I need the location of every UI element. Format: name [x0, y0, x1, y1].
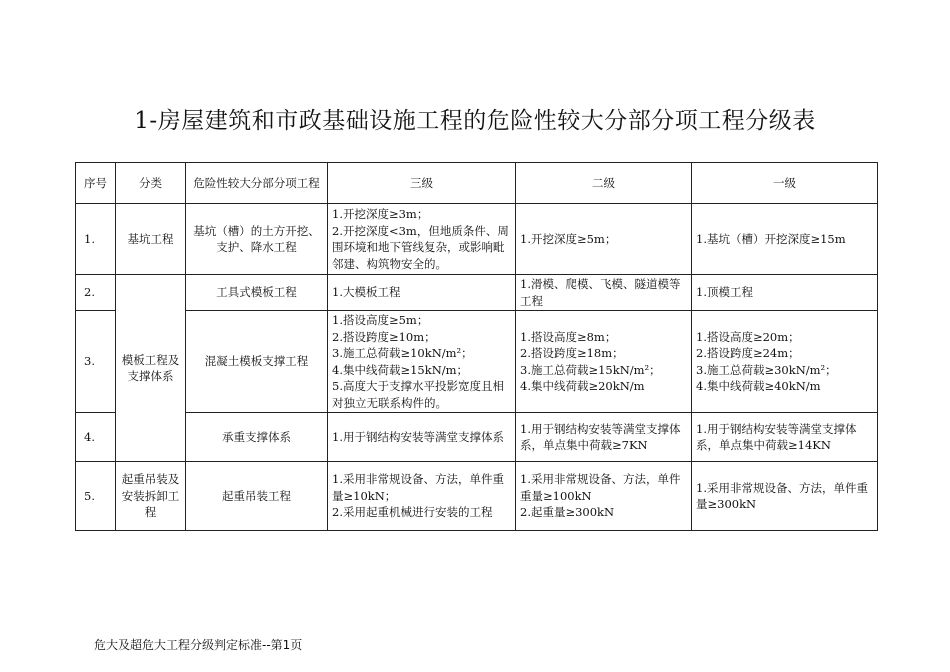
cell-line: 2.搭设跨度≥24m； — [696, 346, 800, 360]
cell-line: 1.搭设高度≥5m； — [332, 313, 429, 327]
cell-line: 1.顶模工程 — [696, 285, 753, 300]
cell-level2 — [516, 204, 692, 275]
cell-level3 — [328, 275, 516, 311]
table-row — [76, 275, 878, 311]
cell-line: 4.集中线荷载≥40kN/m — [696, 379, 821, 393]
table-header-row — [76, 163, 878, 204]
page-title: 1-房屋建筑和市政基础设施工程的危险性较大分部分项工程分级表 — [134, 108, 816, 134]
cell-category: 基坑工程 — [116, 204, 186, 275]
cell-category: 起重吊装及安装拆卸工程 — [116, 462, 186, 531]
cell-project: 起重吊装工程 — [186, 462, 328, 531]
cell-project: 承重支撑体系 — [186, 413, 328, 462]
cell-level2 — [516, 462, 692, 531]
cell-line: 1.开挖深度≥5m； — [520, 231, 617, 246]
cell-line: 1.搭设高度≥8m； — [520, 329, 617, 344]
table-row — [76, 311, 878, 413]
cell-line: 5.高度大于支撑水平投影宽度且相对独立无联系构件的。 — [332, 379, 504, 410]
cell-line: 2.搭设跨度≥18m； — [520, 346, 624, 360]
header-category: 分类 — [116, 163, 186, 204]
cell-line: 4.集中线荷载≥15kN/m； — [332, 362, 469, 377]
cell-project: 混凝土模板支撑工程 — [186, 311, 328, 413]
header-level2: 二级 — [516, 163, 692, 204]
cell-line: 3.施工总荷载≥10kN/m²； — [332, 346, 473, 360]
cell-seq: 2. — [76, 275, 116, 311]
cell-line: 1.用于钢结构安装等满堂支撑体系 — [332, 429, 504, 444]
cell-line: 1.用于钢结构安装等满堂支撑体系，单点集中荷载≥7KN — [520, 421, 681, 452]
cell-project: 基坑（槽）的土方开挖、支护、降水工程 — [186, 204, 328, 275]
cell-level2 — [516, 413, 692, 462]
cell-project: 工具式模板工程 — [186, 275, 328, 311]
cell-line: 3.施工总荷载≥30kN/m²； — [696, 362, 837, 377]
cell-level2 — [516, 311, 692, 413]
cell-line: 4.集中线荷载≥20kN/m — [520, 379, 645, 393]
cell-seq: 3. — [76, 311, 116, 413]
cell-line: 1.采用非常规设备、方法，单件重量≥10kN； — [332, 472, 504, 503]
cell-line: 1.采用非常规设备、方法，单件重量≥100kN — [520, 472, 681, 503]
cell-line: 2.搭设跨度≥10m； — [332, 329, 436, 344]
table-row — [76, 462, 878, 531]
page-footer: 危大及超危大工程分级判定标准--第1页 — [94, 638, 303, 652]
header-seq: 序号 — [76, 163, 116, 204]
cell-level1 — [692, 204, 878, 275]
cell-level2 — [516, 275, 692, 311]
header-level3: 三级 — [328, 163, 516, 204]
cell-level1 — [692, 462, 878, 531]
cell-level1 — [692, 311, 878, 413]
classification-table — [75, 162, 878, 531]
cell-line: 1.开挖深度≥3m； — [332, 207, 429, 221]
cell-level3 — [328, 204, 516, 275]
cell-line: 1.滑模、爬模、飞模、隧道模等工程 — [520, 277, 681, 308]
cell-level1 — [692, 275, 878, 311]
cell-line: 2.采用起重机械进行安装的工程 — [332, 505, 493, 520]
cell-line: 1.采用非常规设备、方法，单件重量≥300kN — [696, 480, 868, 511]
cell-level3 — [328, 413, 516, 462]
header-level1: 一级 — [692, 163, 878, 204]
cell-seq: 5. — [76, 462, 116, 531]
cell-seq: 1. — [76, 204, 116, 275]
cell-line: 1.用于钢结构安装等满堂支撑体系，单点集中荷载≥14KN — [696, 421, 857, 452]
cell-category: 模板工程及支撑体系 — [116, 275, 186, 462]
table-row — [76, 413, 878, 462]
cell-line: 3.施工总荷载≥15kN/m²； — [520, 362, 661, 377]
cell-line: 2.起重量≥300kN — [520, 505, 615, 520]
cell-level3 — [328, 311, 516, 413]
cell-line: 1.大模板工程 — [332, 285, 401, 300]
cell-level3 — [328, 462, 516, 531]
cell-line: 1.搭设高度≥20m； — [696, 329, 800, 344]
cell-line: 1.基坑（槽）开挖深度≥15m — [696, 231, 846, 246]
table-row — [76, 204, 878, 275]
cell-seq: 4. — [76, 413, 116, 462]
cell-level1 — [692, 413, 878, 462]
header-project: 危险性较大分部分项工程 — [186, 163, 328, 204]
cell-line: 2.开挖深度<3m，但地质条件、周围环境和地下管线复杂，或影响毗邻建、构筑物安全的。 — [332, 223, 509, 271]
